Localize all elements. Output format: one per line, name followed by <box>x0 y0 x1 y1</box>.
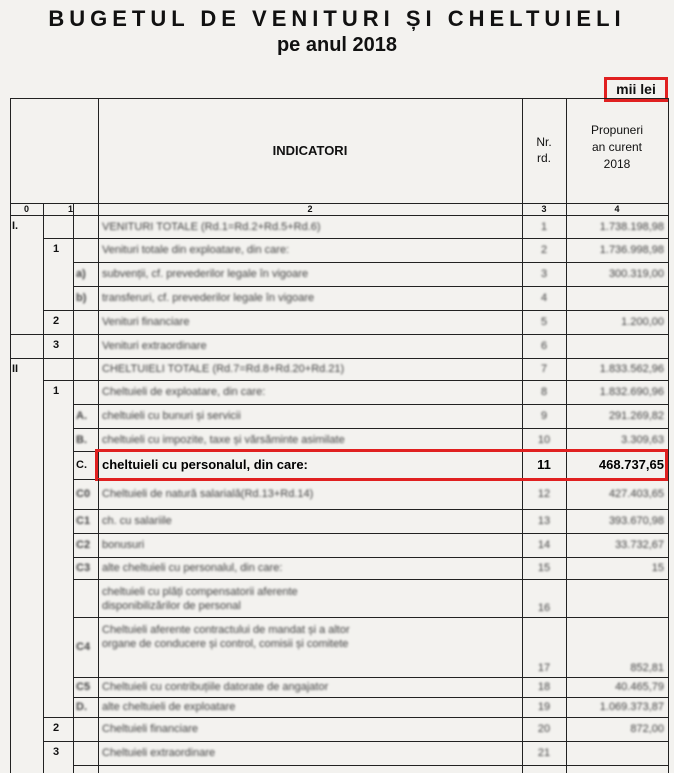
row-roman: II <box>12 363 19 375</box>
row-letter: B. <box>76 433 87 446</box>
row-letter: C0 <box>76 488 91 500</box>
row-nr: 18 <box>537 681 551 693</box>
table-rule <box>73 203 74 773</box>
row-nr: 13 <box>537 515 551 527</box>
row-nr: 6 <box>540 340 548 352</box>
row-value: 1.736.998,98 <box>599 244 664 256</box>
row-value: 3.309,63 <box>621 433 664 446</box>
row-letter: C4 <box>76 641 91 653</box>
table-rule <box>73 533 668 534</box>
row-value: 852,81 <box>630 662 664 674</box>
table-rule <box>98 617 99 677</box>
table-rule <box>98 533 99 557</box>
row-nr: 1 <box>540 220 548 233</box>
header-propuneri: Propuneri an curent 2018 <box>590 123 644 171</box>
table-rule <box>10 98 668 99</box>
row-number: 3 <box>53 339 60 351</box>
row-value: 33.732,67 <box>615 539 664 551</box>
header-indicatori: INDICATORI <box>272 143 348 158</box>
document-title: BUGETUL DE VENITURI ȘI CHELTUIELI <box>48 6 626 31</box>
table-rule <box>43 334 668 335</box>
row-indicator: Venituri totale din exploatare, din care: <box>102 244 290 256</box>
row-value: 1.200,00 <box>621 316 664 328</box>
row-nr: 19 <box>537 701 551 713</box>
table-rule <box>10 358 668 359</box>
row-number: 3 <box>53 746 60 758</box>
row-indicator: cheltuieli cu plăți compensatorii aferente disponibilizărilor de personal <box>102 586 298 612</box>
row-value: 40.465,79 <box>615 681 664 693</box>
row-letter: C3 <box>76 562 91 574</box>
table-rule <box>73 557 668 558</box>
row-nr: 21 <box>537 747 551 759</box>
table-rule <box>73 509 668 510</box>
table-rule <box>43 203 44 773</box>
row-number: 2 <box>53 315 60 327</box>
row-letter: C. <box>76 459 87 471</box>
table-rule <box>73 677 668 678</box>
table-rule <box>43 238 668 239</box>
row-indicator: cheltuieli cu bunuri și servicii <box>102 410 241 422</box>
row-value: 1.738.198,98 <box>599 220 664 233</box>
row-nr: 20 <box>537 723 551 735</box>
table-rule <box>43 741 668 742</box>
table-rule <box>73 428 668 429</box>
row-indicator: VENITURI TOTALE (Rd.1=Rd.2+Rd.5+Rd.6) <box>102 220 321 233</box>
row-indicator: ch. cu salariile <box>102 515 172 527</box>
header-nr-rd: Nr. rd. <box>536 135 552 165</box>
row-indicator: bonusuri <box>102 539 145 551</box>
row-nr: 3 <box>540 268 548 280</box>
row-indicator: cheltuieli cu personalul, din care: <box>102 458 308 472</box>
row-nr: 14 <box>537 539 551 551</box>
row-nr: 15 <box>537 562 551 574</box>
row-value: 1.069.373,87 <box>599 701 664 713</box>
row-nr: 9 <box>540 410 548 422</box>
index-cell: 0 <box>23 204 29 214</box>
row-indicator: Cheltuieli aferente contractului de mandat și a altor organe de conducere și control, comisii și comitete <box>102 624 350 650</box>
row-value: 300.319,00 <box>608 268 664 280</box>
table-rule <box>98 677 99 697</box>
table-rule <box>73 697 668 698</box>
document-subtitle: pe anul 2018 <box>276 34 398 56</box>
row-indicator: CHELTUIELI TOTALE (Rd.7=Rd.8+Rd.20+Rd.21) <box>102 363 345 375</box>
row-nr: 16 <box>537 602 551 614</box>
table-rule <box>73 404 668 405</box>
table-rule <box>98 509 99 533</box>
row-letter: C2 <box>76 539 91 551</box>
table-rule <box>73 579 668 580</box>
row-nr: 11 <box>537 458 551 472</box>
table-rule <box>98 262 99 286</box>
row-number: 1 <box>53 243 60 255</box>
table-rule <box>43 717 668 718</box>
row-value: 468.737,65 <box>598 458 664 472</box>
row-value: 15 <box>651 562 664 574</box>
row-letter: D. <box>76 701 87 713</box>
row-indicator: transferuri, cf. prevederilor legale în vigoare <box>102 292 315 304</box>
row-indicator: Cheltuieli de natură salarială(Rd.13+Rd.14) <box>102 488 314 500</box>
row-nr: 8 <box>540 386 548 398</box>
table-rule <box>668 98 669 773</box>
row-nr: 12 <box>537 488 551 500</box>
table-rule <box>98 404 99 428</box>
table-rule <box>73 262 668 263</box>
row-indicator: Cheltuieli extraordinare <box>102 747 216 759</box>
highlight-box <box>95 449 668 481</box>
row-indicator: Venituri extraordinare <box>102 340 207 352</box>
row-nr: 2 <box>540 244 548 256</box>
index-cell: 3 <box>541 204 547 214</box>
row-value: 872,00 <box>630 723 664 735</box>
table-rule <box>73 286 668 287</box>
row-indicator: alte cheltuieli cu personalul, din care: <box>102 562 283 574</box>
table-rule <box>98 479 99 509</box>
row-number: 2 <box>53 722 60 734</box>
row-nr: 4 <box>540 292 548 304</box>
table-rule <box>43 380 668 381</box>
row-indicator: Cheltuieli cu contribuțiile datorate de angajator <box>102 681 329 693</box>
index-cell: 4 <box>614 204 620 214</box>
row-indicator: cheltuieli cu impozite, taxe și vărsăminte asimilate <box>102 433 345 446</box>
row-indicator: alte cheltuieli de exploatare <box>102 701 236 713</box>
row-letter: a) <box>76 268 86 280</box>
index-cell: 1 <box>67 204 73 214</box>
row-letter: A. <box>76 410 87 422</box>
table-rule <box>10 98 11 773</box>
row-roman: I. <box>12 220 19 232</box>
row-indicator: Cheltuieli financiare <box>102 723 198 735</box>
table-rule <box>73 617 668 618</box>
row-letter: C5 <box>76 681 91 693</box>
row-value: 291.269,82 <box>608 410 664 422</box>
table-rule <box>10 215 668 216</box>
row-nr: 5 <box>540 316 548 328</box>
table-rule <box>98 697 99 717</box>
row-indicator: subvenții, cf. prevederilor legale în vigoare <box>102 268 309 280</box>
row-nr: 7 <box>540 363 548 375</box>
row-letter: C1 <box>76 515 91 527</box>
row-value: 393.670,98 <box>608 515 664 527</box>
row-letter: b) <box>76 292 87 304</box>
row-nr: 10 <box>537 433 551 446</box>
table-rule <box>43 310 668 311</box>
index-cell: 2 <box>307 204 313 214</box>
row-indicator: Venituri financiare <box>102 316 190 328</box>
row-nr: 17 <box>537 662 551 674</box>
unit-label: mii lei <box>604 77 668 102</box>
row-number: 1 <box>53 385 60 397</box>
row-value: 1.833.562,96 <box>599 363 664 375</box>
table-rule <box>98 557 99 579</box>
row-value: 1.832.690,96 <box>599 386 664 398</box>
row-value: 427.403,65 <box>608 488 664 500</box>
row-indicator: Cheltuieli de exploatare, din care: <box>102 386 266 398</box>
table-rule <box>98 428 99 451</box>
table-rule <box>98 286 99 310</box>
table-rule <box>73 765 668 766</box>
